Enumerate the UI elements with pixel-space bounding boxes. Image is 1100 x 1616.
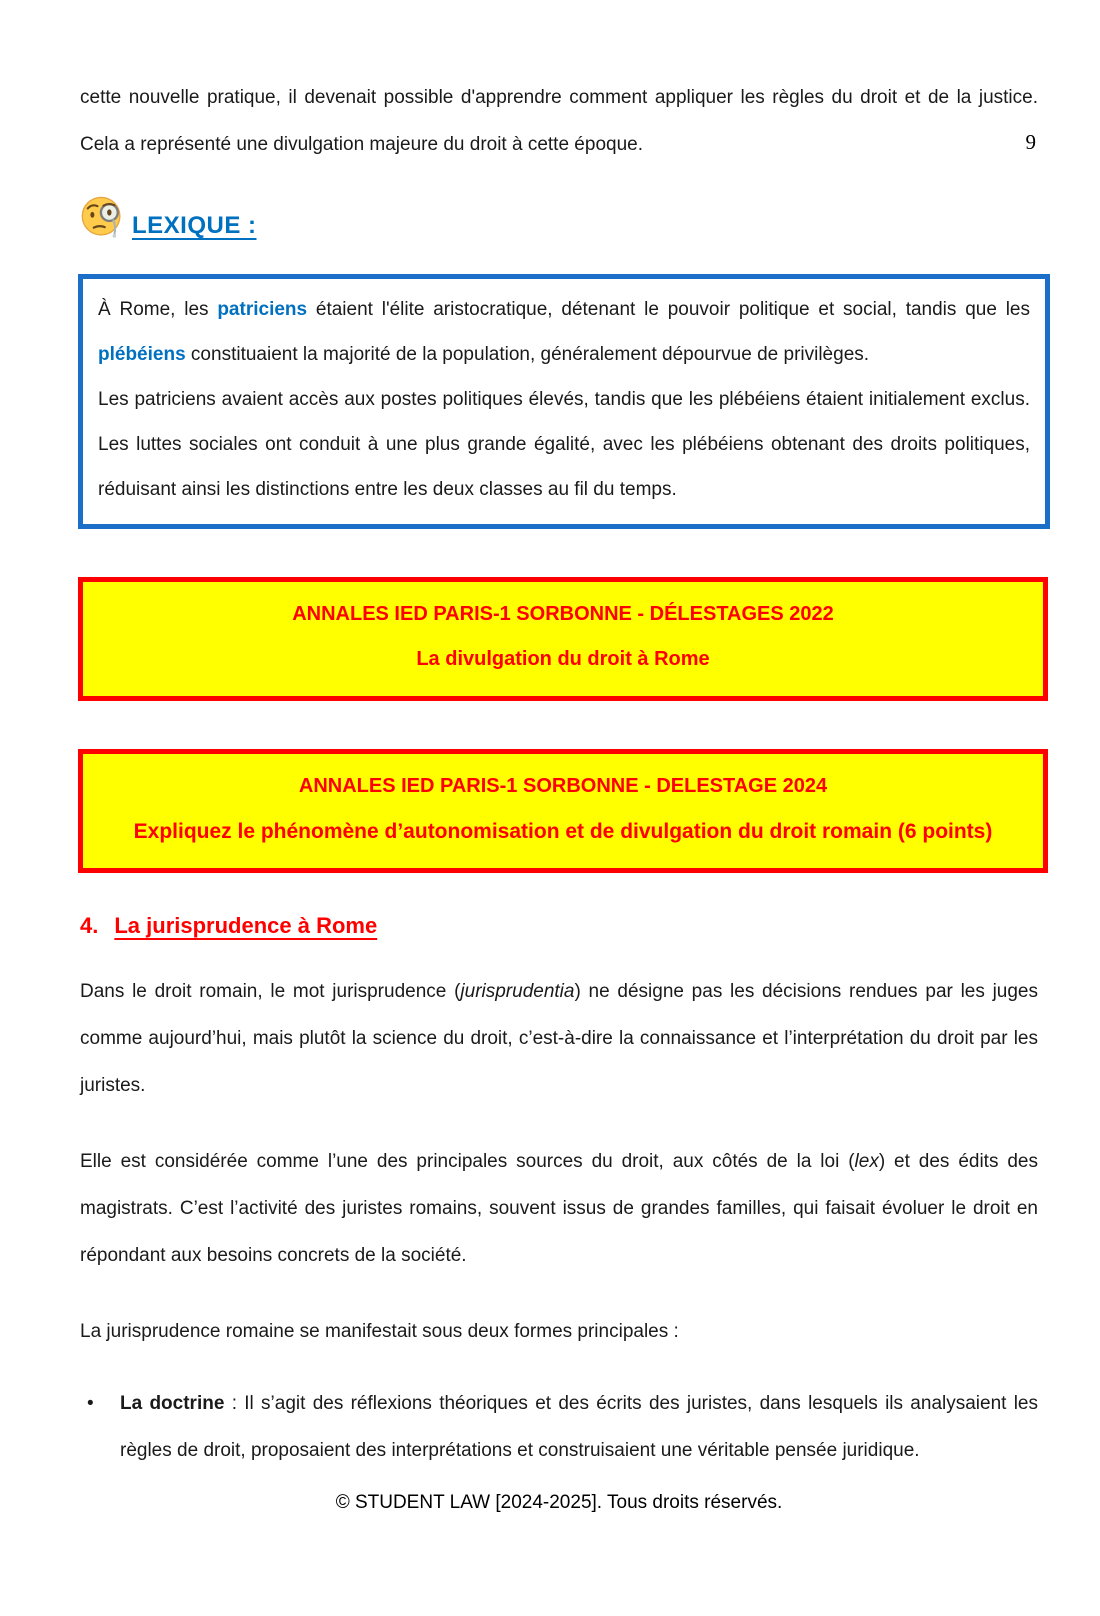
text-segment: ) ne désigne pas les décisions rendues par les juges comme aujourd’hui, mais plutôt la science du droit, c’est-à-dire la connaissance et l’interprétation du droit par les juristes. <box>80 981 1038 1096</box>
lexique-heading <box>80 192 1038 242</box>
copyright-footer: © STUDENT LAW [2024-2025]. Tous droits réservés. <box>335 1492 783 1513</box>
document-page <box>0 74 1100 1616</box>
lexique-text-segment: constituaient la majorité de la population, généralement dépourvue de privilèges. <box>185 344 870 365</box>
text-segment: : Il s’agit des réflexions théoriques et des écrits des juristes, dans lesquels ils analysaient les règles de droit, proposaient des interprétations et construisaient une véritable pensée juridique. <box>120 1393 1039 1461</box>
latin-term-lex: lex <box>854 1151 879 1172</box>
lexique-definition-box <box>78 274 1050 529</box>
bullet-item-doctrine <box>80 1380 1038 1474</box>
text-segment: Dans le droit romain, le mot jurisprudence ( <box>80 981 461 1002</box>
annales-2022-box <box>78 577 1048 701</box>
lexique-text-segment: étaient l'élite aristocratique, détenant le pouvoir politique et social, tandis que les <box>307 299 1030 320</box>
page-content <box>0 74 1100 1514</box>
latin-term-jurisprudentia: jurisprudentia <box>460 981 575 1002</box>
section-4-heading <box>80 913 1038 939</box>
lexique-paragraph-2: Les patriciens avaient accès aux postes politiques élevés, tandis que les plébéiens étaient initialement exclus. Les luttes sociales ont conduit à une plus grande égalité, avec les plébéiens obtenant des droits politiques, réduisant ainsi les distinctions entre les deux classes au fil du temps. <box>98 389 1030 500</box>
section-4-title: La jurisprudence à Rome <box>114 913 378 938</box>
lexique-title: LEXIQUE : <box>132 212 257 239</box>
annales-2022-title: ANNALES IED PARIS-1 SORBONNE - DÉLESTAGES 2022 <box>292 603 834 625</box>
annales-2024-subject: Expliquez le phénomène d’autonomisation et de divulgation du droit romain (6 points) <box>133 820 993 843</box>
section-4-number: 4. <box>80 913 99 938</box>
bullet-marker: • <box>87 1393 94 1414</box>
paragraph-jurisprudence <box>80 968 1038 1109</box>
doctrine-term: La doctrine <box>120 1393 225 1414</box>
monocle-face-icon <box>80 194 124 242</box>
annales-2022-subject: La divulgation du droit à Rome <box>416 648 710 670</box>
paragraph-two-forms: La jurisprudence romaine se manifestait sous deux formes principales : <box>80 1321 679 1342</box>
intro-paragraph: cette nouvelle pratique, il devenait possible d'apprendre comment appliquer les règles du droit et de la justice. Cela a représenté une divulgation majeure du droit à cette époque. <box>80 87 1038 155</box>
term-plebeiens: plébéiens <box>98 344 186 365</box>
annales-2024-title: ANNALES IED PARIS-1 SORBONNE - DELESTAGE 2024 <box>298 775 828 797</box>
text-segment: Elle est considérée comme l’une des principales sources du droit, aux côtés de la loi ( <box>80 1151 855 1172</box>
lexique-text-segment: À Rome, les <box>98 299 218 320</box>
term-patriciens: patriciens <box>217 299 308 320</box>
paragraph-sources <box>80 1138 1038 1279</box>
page-number: 9 <box>1025 130 1036 154</box>
text-segment: ) et des édits des magistrats. C’est l’activité des juristes romains, souvent issus de grandes familles, qui faisait évoluer le droit en répondant aux besoins concrets de la société. <box>80 1151 1038 1266</box>
annales-2024-box <box>78 749 1048 873</box>
bullet-doctrine-text <box>120 1380 1038 1474</box>
